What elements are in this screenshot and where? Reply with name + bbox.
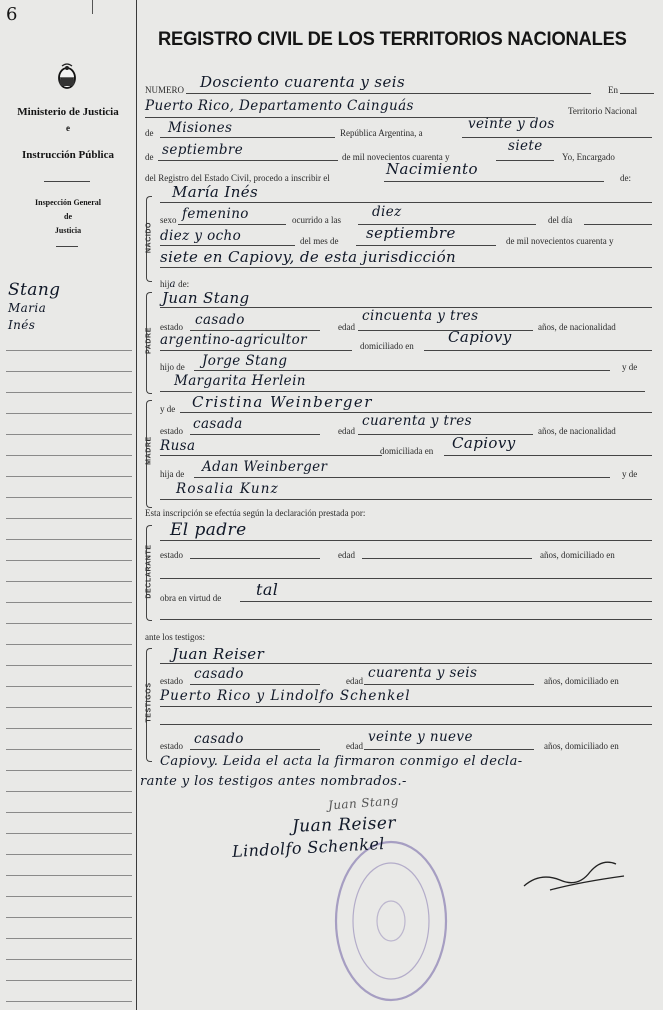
label-y-de-madre: y de	[160, 404, 176, 414]
label-edad-w2: edad	[346, 741, 363, 751]
official-stamp-icon	[332, 838, 450, 1004]
mother-nationality: Rusa	[160, 438, 196, 454]
label-del-dia: del día	[548, 215, 573, 225]
coat-of-arms-icon	[56, 62, 78, 90]
label-territorio: Territorio Nacional	[568, 106, 638, 116]
declarante-name: El padre	[170, 520, 247, 540]
inspection-line1: Inspección General	[35, 198, 101, 207]
sidebar-ruled-line	[6, 392, 132, 393]
signature-declarante: Juan Stang	[327, 793, 400, 813]
underline	[178, 224, 286, 225]
ministry-line1: Ministerio de Justicia	[17, 106, 119, 118]
underline	[584, 224, 652, 225]
paternal-grandfather: Jorge Stang	[202, 353, 288, 369]
declarante-intro: Esta inscripción se efectúa según la declaración prestada por:	[145, 508, 366, 518]
label-estado-declarante: estado	[160, 550, 183, 560]
label-estado-madre: estado	[160, 426, 183, 436]
sidebar-rule2	[56, 246, 78, 247]
label-registro: del Registro del Estado Civil, procedo a inscribir el	[145, 173, 330, 183]
sidebar-divider	[136, 0, 137, 1010]
label-domiciliado-padre: domiciliado en	[360, 341, 414, 351]
label-de-hij: de:	[178, 279, 190, 289]
sidebar-ruled-line	[6, 1001, 132, 1002]
label-edad-padre: edad	[338, 322, 355, 332]
sidebar-ruled-line	[6, 497, 132, 498]
label-hija-de: hija de	[160, 469, 185, 479]
sidebar-ruled-line	[6, 854, 132, 855]
underline	[160, 202, 652, 203]
father-name: Juan Stang	[162, 289, 250, 307]
underline	[160, 706, 652, 707]
underline	[160, 499, 652, 500]
sidebar-ruled-line	[6, 896, 132, 897]
sidebar-ruled-line	[6, 665, 132, 666]
hij-suffix: a	[169, 279, 176, 290]
sidebar-rule	[44, 181, 90, 182]
underline	[160, 350, 352, 351]
sidebar-ruled-line	[6, 770, 132, 771]
margin-annotation-surname: Stang	[8, 280, 61, 300]
label-de-mil: de mil novecientos cuarenta y	[342, 152, 450, 162]
underline	[462, 137, 652, 138]
father-estado: casado	[195, 312, 245, 328]
underline	[158, 160, 338, 161]
margin-annotation-name1: Maria	[8, 301, 47, 315]
sidebar-ruled-line	[6, 581, 132, 582]
witness1-estado: casado	[194, 666, 244, 682]
registration-year: siete	[508, 138, 543, 154]
record-number: Dosciento cuarenta y seis	[200, 73, 406, 91]
underline	[160, 540, 652, 541]
registration-month: septiembre	[162, 142, 244, 158]
child-sex: femenino	[182, 206, 249, 222]
sidebar-ruled-line	[6, 644, 132, 645]
sidebar-ruled-line	[6, 875, 132, 876]
label-republica: República Argentina, a	[340, 128, 423, 138]
underline	[160, 455, 382, 456]
official-signature-flourish-icon	[520, 852, 630, 896]
document-title: REGISTRO CIVIL DE LOS TERRITORIOS NACIONALES	[158, 28, 627, 50]
witness2-age: veinte y nueve	[368, 729, 473, 745]
label-anos-declarante: años, domiciliado en	[540, 550, 615, 560]
underline	[160, 578, 652, 579]
label-anos-w2: años, domiciliado en	[544, 741, 619, 751]
sidebar-ruled-line	[6, 560, 132, 561]
label-edad-w1: edad	[346, 676, 363, 686]
label-estado-w1: estado	[160, 676, 183, 686]
maternal-grandmother: Rosalia Kunz	[176, 481, 279, 497]
sidebar-ruled-line	[6, 539, 132, 540]
testigos-intro: ante los testigos:	[145, 632, 205, 642]
underline	[356, 245, 496, 246]
father-nationality: argentino-agricultor	[160, 332, 307, 348]
underline	[444, 455, 652, 456]
underline	[364, 684, 534, 685]
underline	[384, 181, 604, 182]
witness1-name: Juan Reiser	[172, 645, 265, 663]
mother-age: cuarenta y tres	[362, 413, 472, 429]
underline	[240, 601, 652, 602]
underline	[160, 267, 652, 268]
underline	[160, 137, 335, 138]
underline	[186, 93, 591, 94]
underline	[190, 434, 320, 435]
label-hijo-de: hijo de	[160, 362, 185, 372]
label-y-de-madre2: y de	[622, 469, 638, 479]
sidebar-ruled-line	[6, 476, 132, 477]
sidebar-ruled-line	[6, 707, 132, 708]
witness1-domicile-and-witness2: Puerto Rico y Lindolfo Schenkel	[160, 688, 411, 704]
label-estado-padre: estado	[160, 322, 183, 332]
sidebar-ruled-line	[6, 728, 132, 729]
birth-hour: diez	[372, 204, 402, 220]
underline	[160, 245, 295, 246]
underline	[190, 330, 320, 331]
closing-line2: rante y los testigos antes nombrados.-	[140, 774, 407, 789]
section-label-declarante: DECLARANTE	[145, 544, 153, 599]
label-anos-w1: años, domiciliado en	[544, 676, 619, 686]
father-domicile: Capiovy	[448, 328, 512, 346]
father-age: cincuenta y tres	[362, 308, 479, 324]
underline	[190, 558, 320, 559]
label-ocurrido: ocurrido a las	[292, 215, 341, 225]
maternal-grandfather: Adan Weinberger	[202, 459, 328, 475]
label-sexo: sexo	[160, 215, 177, 225]
sidebar-ruled-line	[6, 980, 132, 981]
section-label-testigos: TESTIGOS	[145, 682, 153, 723]
underline	[496, 160, 554, 161]
paternal-grandmother: Margarita Herlein	[174, 373, 306, 389]
underline	[194, 477, 610, 478]
underline	[160, 663, 652, 664]
label-numero: NUMERO	[145, 85, 185, 95]
mother-domicile: Capiovy	[452, 434, 516, 452]
child-name: María Inés	[172, 183, 259, 201]
sidebar-ruled-line	[6, 518, 132, 519]
mother-estado: casada	[193, 416, 243, 432]
label-del-mes: del mes de	[300, 236, 339, 246]
ministry-line2: Instrucción Pública	[22, 149, 114, 161]
underline	[364, 749, 534, 750]
section-label-madre: MADRE	[145, 436, 153, 465]
sidebar-ruled-line	[6, 455, 132, 456]
underline	[424, 350, 652, 351]
signature-witness1: Juan Reiser	[291, 813, 397, 837]
sidebar	[0, 0, 136, 1010]
sidebar-ruled-line	[6, 602, 132, 603]
section-label-nacido: NACIDO	[145, 221, 153, 254]
obra-value: tal	[256, 580, 279, 599]
signature-witness2: Lindolfo Schenkel	[231, 834, 386, 861]
label-edad-madre: edad	[338, 426, 355, 436]
label-obra: obra en virtud de	[160, 593, 222, 603]
sidebar-ruled-line	[6, 623, 132, 624]
underline	[620, 93, 654, 94]
sidebar-ruled-line	[6, 350, 132, 351]
label-yo: Yo, Encargado	[562, 152, 615, 162]
label-estado-w2: estado	[160, 741, 183, 751]
birth-month: septiembre	[366, 224, 456, 242]
label-de-month: de	[145, 152, 154, 162]
label-anos-padre: años, de nacionalidad	[538, 322, 616, 332]
label-de2: de:	[620, 173, 631, 183]
label-domiciliada-madre: domiciliada en	[380, 446, 434, 456]
ministry-and: e	[66, 123, 70, 133]
sidebar-ruled-line	[6, 371, 132, 372]
section-label-padre: PADRE	[145, 327, 153, 354]
sidebar-ruled-line	[6, 749, 132, 750]
sidebar-ruled-line	[6, 833, 132, 834]
underline	[194, 370, 610, 371]
sidebar-ruled-line	[6, 434, 132, 435]
label-y-de-padre: y de	[622, 362, 638, 372]
margin-annotation-name2: Inés	[8, 318, 36, 332]
inspection-line2: de	[64, 212, 72, 221]
sidebar-ruled-line	[6, 413, 132, 414]
underline	[362, 558, 532, 559]
sidebar-ruled-line	[6, 812, 132, 813]
record-place: Puerto Rico, Departamento Cainguás	[145, 98, 414, 114]
sidebar-ruled-line	[6, 938, 132, 939]
sidebar-ruled-line	[6, 686, 132, 687]
witness2-estado: casado	[194, 731, 244, 747]
label-de-mil-nacido: de mil novecientos cuarenta y	[506, 236, 614, 246]
underline	[160, 391, 645, 392]
page-number: 6	[6, 4, 18, 25]
label-hij-text: hij	[160, 279, 170, 289]
label-edad-declarante: edad	[338, 550, 355, 560]
birth-day: diez y ocho	[160, 228, 242, 244]
sidebar-ruled-line	[6, 959, 132, 960]
underline	[160, 724, 652, 725]
label-anos-madre: años, de nacionalidad	[538, 426, 616, 436]
mother-name: Cristina Weinberger	[192, 393, 373, 411]
underline	[160, 619, 652, 620]
act-type: Nacimiento	[386, 160, 478, 178]
registration-day: veinte y dos	[468, 116, 555, 132]
underline	[190, 749, 320, 750]
underline	[190, 684, 320, 685]
birth-year-place: siete en Capiovy, de esta jurisdicción	[160, 248, 457, 266]
witness1-age: cuarenta y seis	[368, 665, 478, 681]
sidebar-ruled-line	[6, 917, 132, 918]
sidebar-ruled-line	[6, 791, 132, 792]
inspection-line3: Justicia	[54, 226, 82, 235]
label-de: de	[145, 128, 154, 138]
label-en: En	[608, 85, 618, 95]
territory: Misiones	[168, 120, 233, 136]
closing-line1: Capiovy. Leida el acta la firmaron conmigo el decla-	[160, 754, 523, 769]
